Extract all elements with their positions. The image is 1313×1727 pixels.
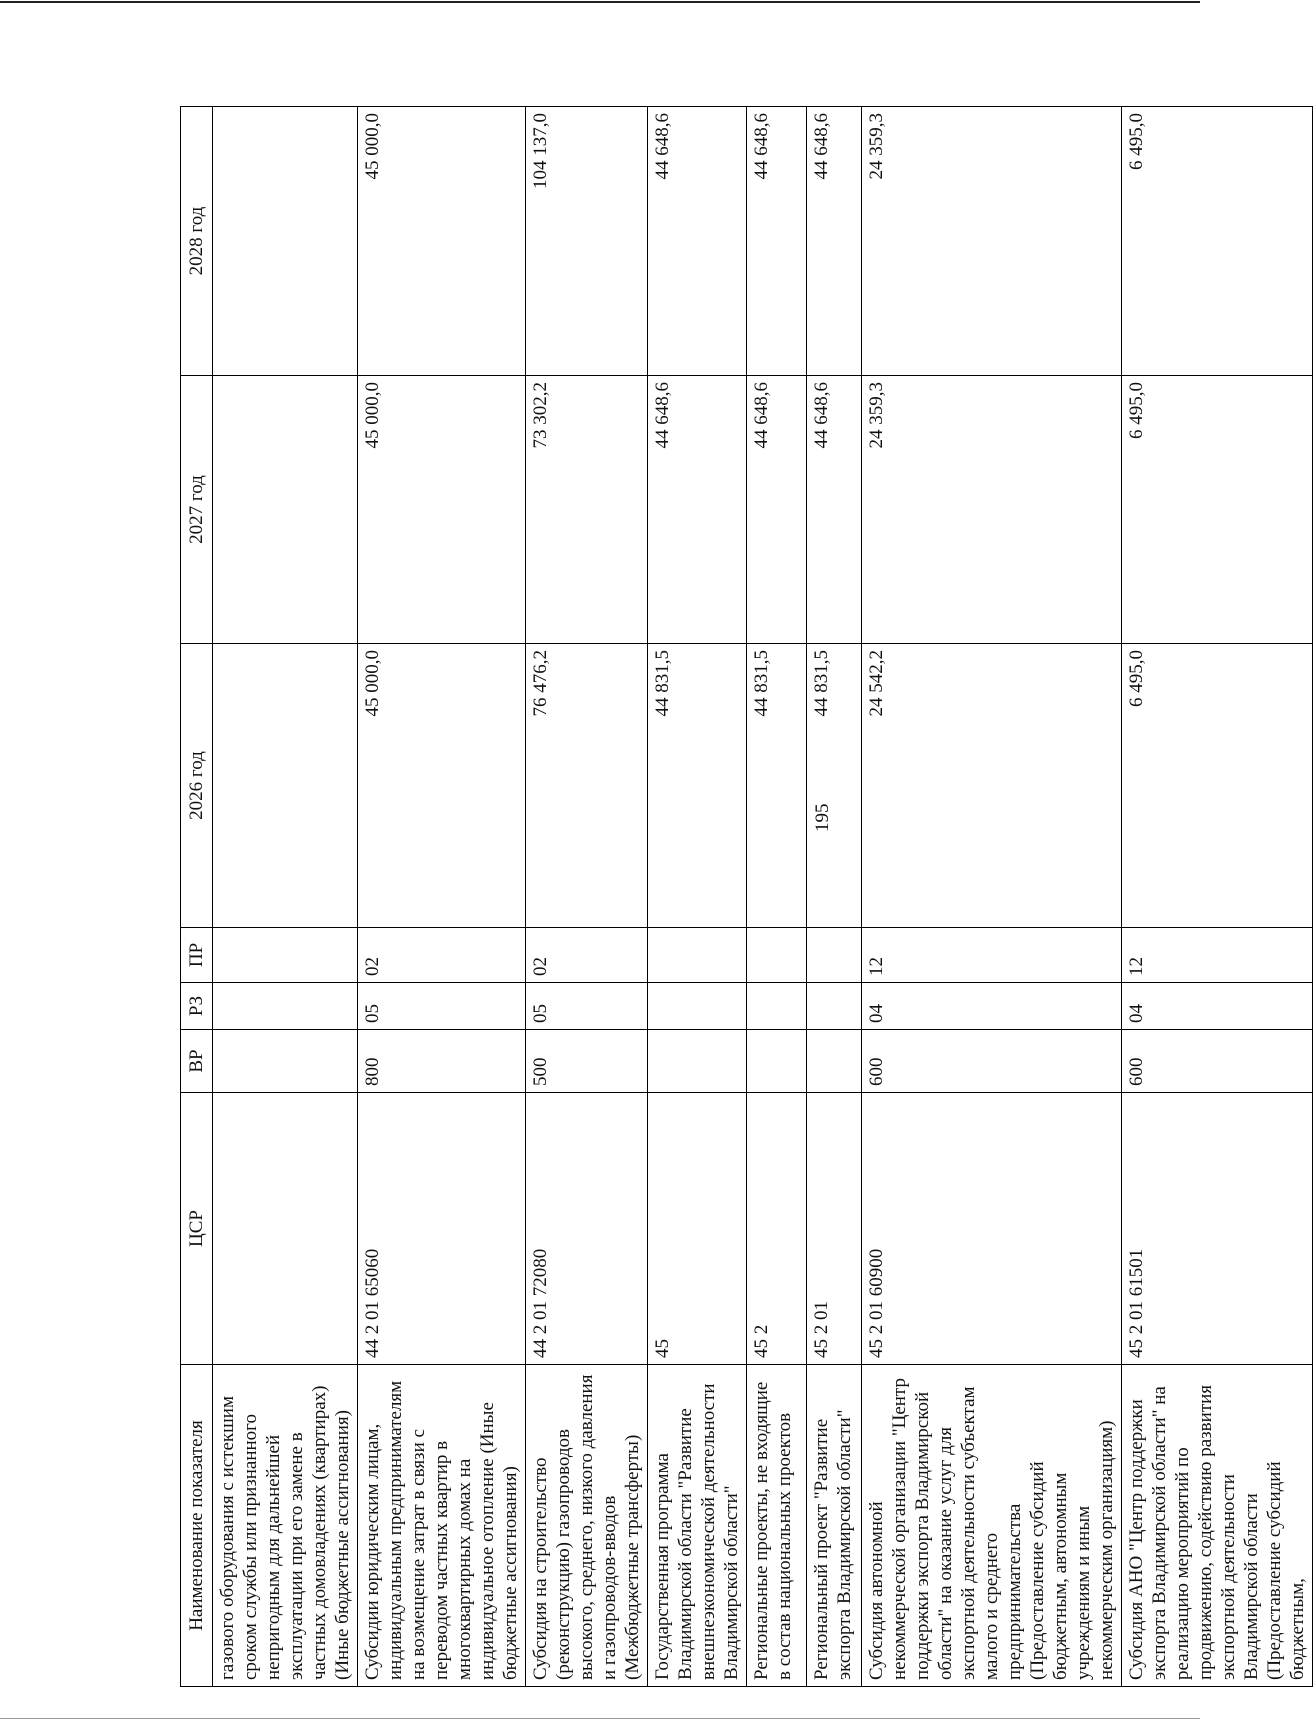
row-pr xyxy=(213,928,358,983)
row-rz: 04 xyxy=(862,983,1122,1030)
row-name: Субсидия автономной некоммерческой организации "Центр поддержки экспорта Владимирской области" на оказание услуг для экспортной деятельности субъектам малого и среднего предпринимательства (Предоставление субсидий бюджетным, автономным учреждениям и иным некоммерческим организациям) xyxy=(862,1365,1122,1687)
row-pr: 12 xyxy=(862,928,1122,983)
row-2028: 104 137,0 xyxy=(526,107,648,376)
header-rz: РЗ xyxy=(181,983,213,1030)
row-rz xyxy=(648,983,747,1030)
row-name: газового оборудования с истекшим сроком службы или признанного непригодным для дальнейшей эксплуатации при его замене в частных домовладениях (квартирах) (Иные бюджетные ассигнования) xyxy=(213,1365,358,1687)
row-vr: 600 xyxy=(1122,1030,1313,1093)
row-2027: 6 495,0 xyxy=(1122,376,1313,644)
header-vr: ВР xyxy=(181,1030,213,1093)
row-csr: 45 2 01 60900 xyxy=(862,1093,1122,1365)
row-2027 xyxy=(213,376,358,644)
row-2027: 44 648,6 xyxy=(648,376,747,644)
table-header-row xyxy=(181,107,213,1687)
header-2028: 2028 год xyxy=(181,107,213,376)
row-rz xyxy=(747,983,807,1030)
row-2028: 44 648,6 xyxy=(648,107,747,376)
row-rz xyxy=(213,983,358,1030)
row-name: Региональные проекты, не входящие в состав национальных проектов xyxy=(747,1365,807,1687)
row-2028: 45 000,0 xyxy=(358,107,526,376)
row-2027: 44 648,6 xyxy=(747,376,807,644)
row-2028: 24 359,3 xyxy=(862,107,1122,376)
row-csr: 45 2 01 xyxy=(807,1093,862,1365)
row-2026: 24 542,2 xyxy=(862,644,1122,928)
row-csr: 44 2 01 72080 xyxy=(526,1093,648,1365)
row-csr: 45 2 xyxy=(747,1093,807,1365)
header-pr: ПР xyxy=(181,928,213,983)
row-2027: 24 359,3 xyxy=(862,376,1122,644)
row-2026: 76 476,2 xyxy=(526,644,648,928)
table-row xyxy=(358,107,526,1687)
row-pr: 02 xyxy=(358,928,526,983)
top-border-line xyxy=(0,1,1200,3)
table-row xyxy=(648,107,747,1687)
row-2026: 44 831,5 xyxy=(747,644,807,928)
row-2026: 45 000,0 xyxy=(358,644,526,928)
row-pr xyxy=(648,928,747,983)
row-vr xyxy=(747,1030,807,1093)
row-vr xyxy=(807,1030,862,1093)
row-name: Региональный проект "Развитие экспорта Владимирской области" xyxy=(807,1365,862,1687)
row-2027: 73 302,2 xyxy=(526,376,648,644)
row-vr: 800 xyxy=(358,1030,526,1093)
row-2028: 44 648,6 xyxy=(807,107,862,376)
row-pr xyxy=(807,928,862,983)
row-rz: 05 xyxy=(358,983,526,1030)
row-2026: 44 831,5 xyxy=(807,644,862,928)
page-number: 195 xyxy=(812,803,833,832)
row-name: Субсидия на строительство (реконструкцию) газопроводов высокого, среднего, низкого давления и газопроводов-вводов (Межбюджетные трансферты) xyxy=(526,1365,648,1687)
row-name: Субсидии юридическим лицам, индивидуальным предпринимателям на возмещение затрат в связи с переводом частных квартир в многоквартирных домах на индивидуальное отопление (Иные бюджетные ассигнования) xyxy=(358,1365,526,1687)
row-2026: 6 495,0 xyxy=(1122,644,1313,928)
row-rz: 04 xyxy=(1122,983,1313,1030)
row-2026: 44 831,5 xyxy=(648,644,747,928)
row-2028 xyxy=(213,107,358,376)
row-2026 xyxy=(213,644,358,928)
row-pr xyxy=(747,928,807,983)
header-2027: 2027 год xyxy=(181,376,213,644)
row-name: Государственная программа Владимирской области "Развитие внешнеэкономической деятельности Владимирской области" xyxy=(648,1365,747,1687)
budget-table xyxy=(180,106,1313,1687)
row-rz xyxy=(807,983,862,1030)
header-csr: ЦСР xyxy=(181,1093,213,1365)
row-vr: 500 xyxy=(526,1030,648,1093)
table-row xyxy=(213,107,358,1687)
bottom-scan-line xyxy=(0,1718,1200,1719)
row-csr: 45 xyxy=(648,1093,747,1365)
row-2027: 45 000,0 xyxy=(358,376,526,644)
header-2026: 2026 год xyxy=(181,644,213,928)
row-rz: 05 xyxy=(526,983,648,1030)
header-name: Наименование показателя xyxy=(181,1365,213,1687)
row-csr xyxy=(213,1093,358,1365)
table-row xyxy=(862,107,1122,1687)
row-2028: 6 495,0 xyxy=(1122,107,1313,376)
row-pr: 12 xyxy=(1122,928,1313,983)
row-vr xyxy=(213,1030,358,1093)
row-2027: 44 648,6 xyxy=(807,376,862,644)
table-row xyxy=(526,107,648,1687)
row-csr: 44 2 01 65060 xyxy=(358,1093,526,1365)
row-2028: 44 648,6 xyxy=(747,107,807,376)
row-name: Субсидия АНО "Центр поддержки экспорта Владимирской области" на реализацию мероприятий по продвижению, содействию развития экспортной деятельности Владимирской области (Предоставление субсидий бюджетным, xyxy=(1122,1365,1313,1687)
budget-table-container xyxy=(180,107,1308,1687)
row-vr: 600 xyxy=(862,1030,1122,1093)
row-pr: 02 xyxy=(526,928,648,983)
rotated-table-wrapper xyxy=(180,107,1308,1687)
table-row xyxy=(747,107,807,1687)
row-vr xyxy=(648,1030,747,1093)
row-csr: 45 2 01 61501 xyxy=(1122,1093,1313,1365)
table-row xyxy=(807,107,862,1687)
table-row xyxy=(1122,107,1313,1687)
